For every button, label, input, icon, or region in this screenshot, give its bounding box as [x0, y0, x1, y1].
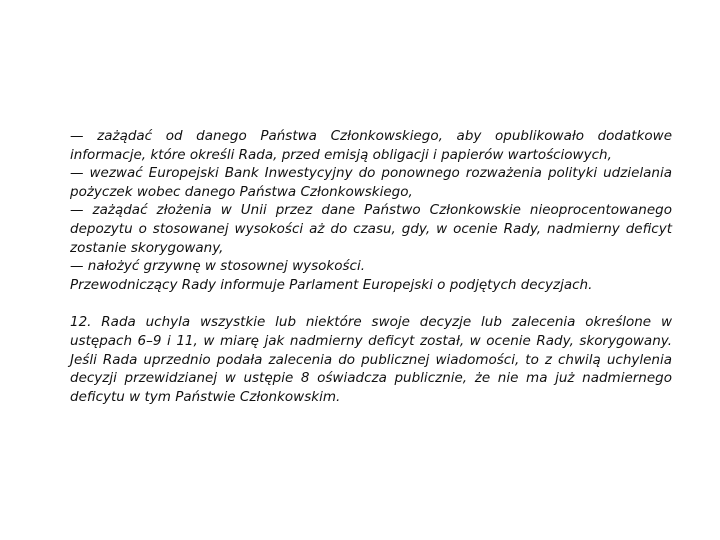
paragraph-bullet-publish-info: — zażądać od danego Państwa Członkowskiego, aby opublikowało dodatkowe informacje, które określi Rada, przed emisją obligacji i papierów wartościowych,	[70, 128, 672, 163]
paragraph-bullet-fine: — nałożyć grzywnę w stosownej wysokości.	[70, 258, 365, 275]
paragraph-president-informs: Przewodniczący Rady informuje Parlament Europejski o podjętych decyzjach.	[70, 276, 593, 293]
paragraph-spacer	[70, 294, 672, 313]
paragraph-bullet-deposit: — zażądać złożenia w Unii przez dane Państwo Członkowskie nieoprocentowanego depozytu o stosowanej wysokości aż do czasu, gdy, w ocenie Rady, nadmierny deficyt zostanie skorygowany,	[70, 202, 672, 256]
document-text	[70, 127, 672, 406]
paragraph-bullet-eib-lending: — wezwać Europejski Bank Inwestycyjny do ponownego rozważenia polityki udzielania pożyczek wobec danego Państwa Członkowskiego,	[70, 165, 672, 200]
paragraph-section-12: 12. Rada uchyla wszystkie lub niektóre swoje decyzje lub zalecenia określone w ustępach 6–9 i 11, w miarę jak nadmierny deficyt został, w ocenie Rady, skorygowany. Jeśli Rada uprzednio podała zalecenia do publicznej wiadomości, to z chwilą uchylenia decyzji przewidzianej w ustępie 8 oświadcza publicznie, że nie ma już nadmiernego deficytu w tym Państwie Członkowskim.	[70, 314, 672, 405]
